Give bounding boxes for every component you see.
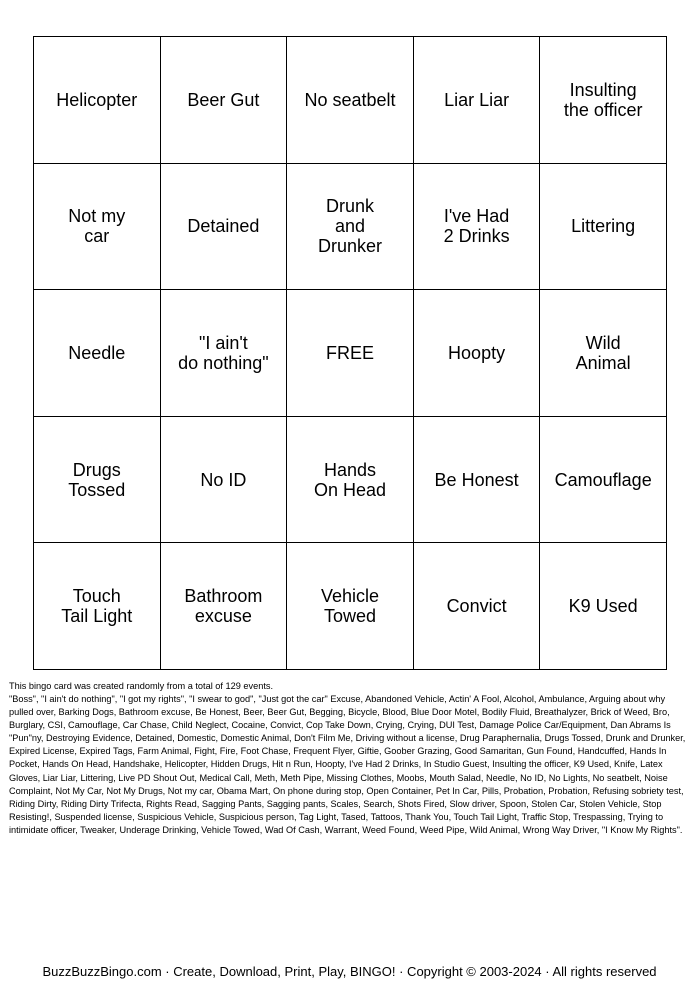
bingo-cell: Liar Liar [413, 37, 540, 164]
bingo-cell: I've Had 2 Drinks [413, 163, 540, 290]
bingo-row [34, 290, 667, 417]
bingo-cell: Helicopter [34, 37, 161, 164]
card-intro-text: This bingo card was created randomly from a total of 129 events. [9, 681, 274, 691]
bingo-cell: Beer Gut [160, 37, 287, 164]
bingo-cell: Detained [160, 163, 287, 290]
bingo-cell: "I ain't do nothing" [160, 290, 287, 417]
bingo-free-cell: FREE [287, 290, 414, 417]
bingo-cell: Insulting the officer [540, 37, 667, 164]
bingo-cell: No ID [160, 416, 287, 543]
bingo-cell: Hoopty [413, 290, 540, 417]
bingo-cell: Littering [540, 163, 667, 290]
bingo-cell: Wild Animal [540, 290, 667, 417]
bingo-cell: Not my car [34, 163, 161, 290]
bingo-cell: Bathroom excuse [160, 543, 287, 670]
page-footer: BuzzBuzzBingo.com · Create, Download, Print, Play, BINGO! · Copyright © 2003-2024 · All rights reserved [42, 964, 657, 979]
bingo-row [34, 163, 667, 290]
bingo-cell: Touch Tail Light [34, 543, 161, 670]
bingo-card-grid [33, 36, 667, 670]
bingo-row [34, 543, 667, 670]
bingo-cell: K9 Used [540, 543, 667, 670]
bingo-cell: Needle [34, 290, 161, 417]
bingo-cell: No seatbelt [287, 37, 414, 164]
bingo-cell: Hands On Head [287, 416, 414, 543]
bingo-row [34, 416, 667, 543]
bingo-row [34, 37, 667, 164]
bingo-cell: Vehicle Towed [287, 543, 414, 670]
bingo-cell: Drunk and Drunker [287, 163, 414, 290]
bingo-cell: Convict [413, 543, 540, 670]
events-list-text: "Boss", "I ain't do nothing", "I got my rights", "I swear to god", "Just got the car" Excuse, Abandoned Vehicle, Actin' A Fool, Alcohol, Ambulance, Arguing about why pulled over, Barking Dogs, Bathroom excuse, Be Honest, Beer, Beer Gut, Begging, Bicycle, Blood, Blue Door Motel, Bodily Fluid, Breathalyzer, Brick of Weed, Bro, Burglary, CSI, Camouflage, Car Chase, Child Neglect, Cocaine, Convict, Cop Take Down, Crying, Crying, DUI Test, Damage Police Car/Equipment, Dan Abrams Is "Pun"ny, Destroying Evidence, Detained, Domestic, Domestic Animal, Don't Film Me, Driving without a license, Drug Paraphernalia, Drugs Tossed, Drunk and Drunker, Expired License, Expired Tags, Farm Animal, Fight, Fire, Foot Chase, Frequent Flyer, Giftie, Goober Grazing, Good Samaritan, Gun Found, Handcuffed, Hands In Pocket, Hands On Head, Handshake, Helicopter, Hidden Drugs, Hit n Run, Hoopty, I've Had 2 Drinks, In Studio Guest, Insulting the officer, K9 Used, Knife, Latex Gloves, Liar Liar, Littering, Live PD Shout Out, Medical Call, Meth, Meth Pipe, Missing Clothes, Moobs, Mouth Salad, Needle, No ID, No Lights, No seatbelt, Noise Complaint, Not My Car, Not My Drugs, Not my car, Obama Mart, On phone during stop, Open Container, Pet In Car, Pills, Probation, Probation, Refusing sobriety test, Riding Dirty, Riding Dirty Trifecta, Rights Read, Sagging Pants, Sagging pants, Scales, Search, Shots Fired, Slow driver, Spoon, Stolen Car, Stolen Vehicle, Stop Resisting!, Suspended license, Suspicious Vehicle, Suspicious person, Tag Light, Tased, Tattoos, Thank You, Touch Tail Light, Traffic Stop, Trespassing, Trying to intimidate officer, Tweaker, Underage Drinking, Vehicle Towed, Wad Of Cash, Warrant, Weed Found, Weed Pipe, Wild Animal, Wrong Way Driver, "I Know My Rights". [9, 694, 686, 835]
bingo-cell: Be Honest [413, 416, 540, 543]
bingo-cell: Drugs Tossed [34, 416, 161, 543]
bingo-cell: Camouflage [540, 416, 667, 543]
